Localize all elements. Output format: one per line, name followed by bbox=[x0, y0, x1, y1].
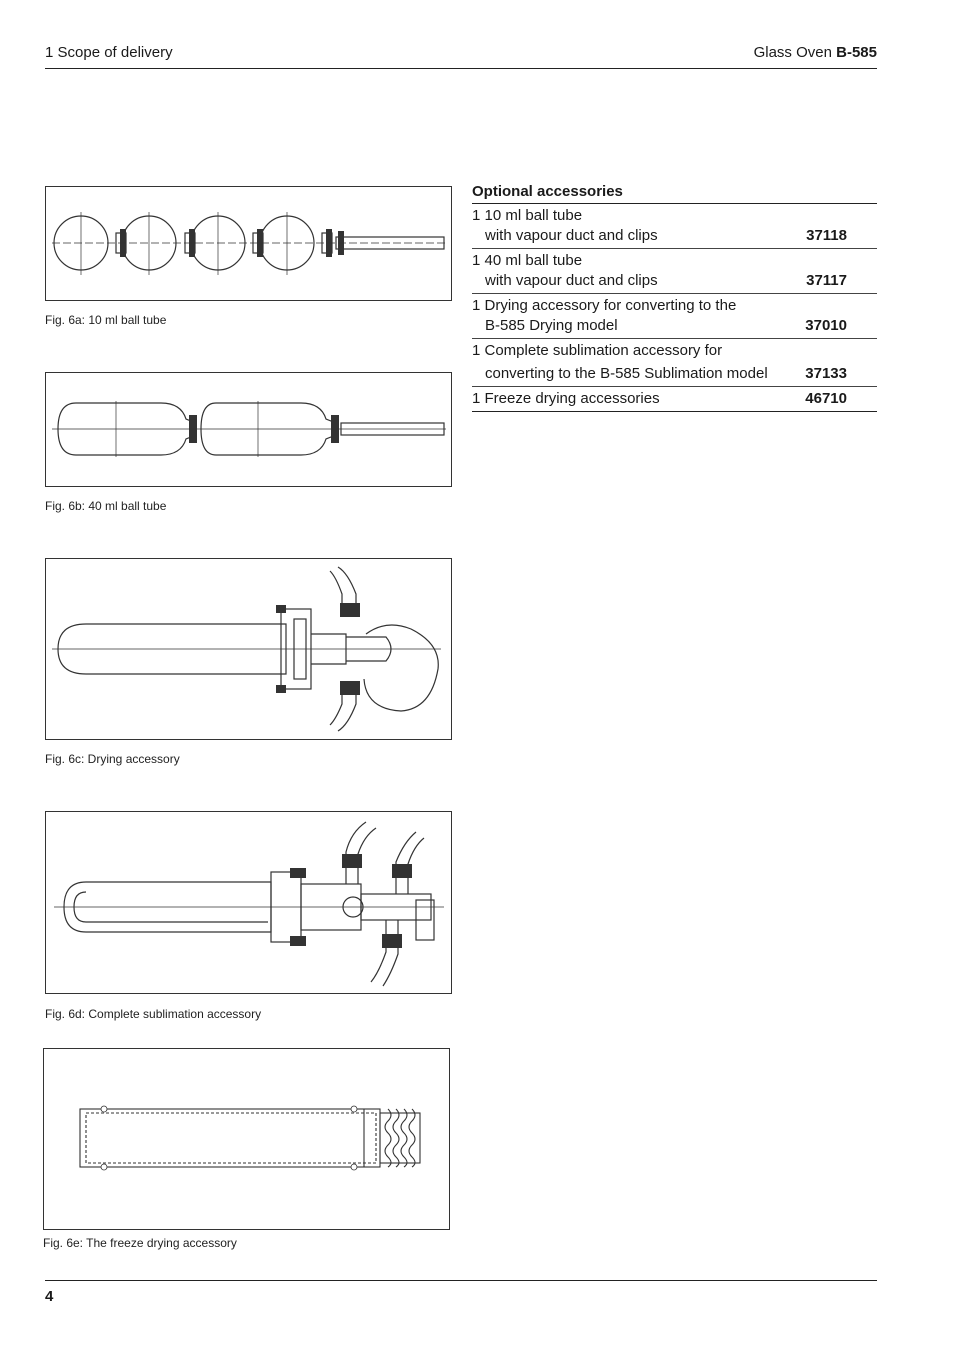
accessory-name: 1 40 ml ball tube bbox=[472, 252, 583, 269]
accessory-row bbox=[472, 204, 877, 249]
figure-6d-caption: Fig. 6d: Complete sublimation accessory bbox=[45, 1007, 262, 1021]
figure-6d-complete-sublimation-accessory bbox=[45, 811, 452, 994]
accessory-detail: with vapour duct and clips bbox=[485, 227, 658, 244]
figure-6a-ball-tube-10ml bbox=[45, 186, 452, 301]
accessory-name: 1 10 ml ball tube bbox=[472, 207, 583, 224]
accessory-detail: converting to the B-585 Sublimation model bbox=[485, 365, 768, 382]
figure-6c-drying-accessory bbox=[45, 558, 452, 740]
accessory-order-number: 46710 bbox=[805, 390, 847, 407]
accessory-row bbox=[472, 294, 877, 339]
figure-6b-ball-tube-40ml bbox=[45, 372, 452, 487]
figure-6e-freeze-drying-accessory bbox=[43, 1048, 450, 1230]
product-title bbox=[754, 44, 877, 61]
accessory-name: 1 Drying accessory for converting to the bbox=[472, 297, 737, 314]
accessory-detail: B-585 Drying model bbox=[485, 317, 618, 334]
accessory-name: 1 Complete sublimation accessory for bbox=[472, 342, 723, 359]
figure-6c-caption: Fig. 6c: Drying accessory bbox=[45, 752, 180, 766]
section-title: 1 Scope of delivery bbox=[45, 44, 173, 61]
accessory-order-number: 37117 bbox=[806, 272, 847, 289]
product-model: B-585 bbox=[836, 44, 877, 61]
accessory-detail: with vapour duct and clips bbox=[485, 272, 658, 289]
accessory-row bbox=[472, 249, 877, 294]
accessory-order-number: 37118 bbox=[806, 227, 847, 244]
product-prefix: Glass Oven bbox=[753, 44, 832, 61]
accessory-row bbox=[472, 339, 877, 387]
header-rule bbox=[45, 68, 877, 69]
figure-6b-caption: Fig. 6b: 40 ml ball tube bbox=[45, 499, 167, 513]
accessory-order-number: 37133 bbox=[805, 365, 847, 382]
accessory-order-number: 37010 bbox=[805, 317, 847, 334]
optional-accessories-table bbox=[472, 183, 877, 412]
page-number: 4 bbox=[45, 1288, 54, 1305]
accessory-name: 1 Freeze drying accessories bbox=[472, 390, 660, 407]
footer-rule bbox=[45, 1280, 877, 1281]
figure-6e-caption: Fig. 6e: The freeze drying accessory bbox=[43, 1236, 237, 1250]
accessory-row bbox=[472, 387, 877, 412]
optional-accessories-title: Optional accessories bbox=[472, 183, 877, 204]
figure-6a-caption: Fig. 6a: 10 ml ball tube bbox=[45, 313, 167, 327]
